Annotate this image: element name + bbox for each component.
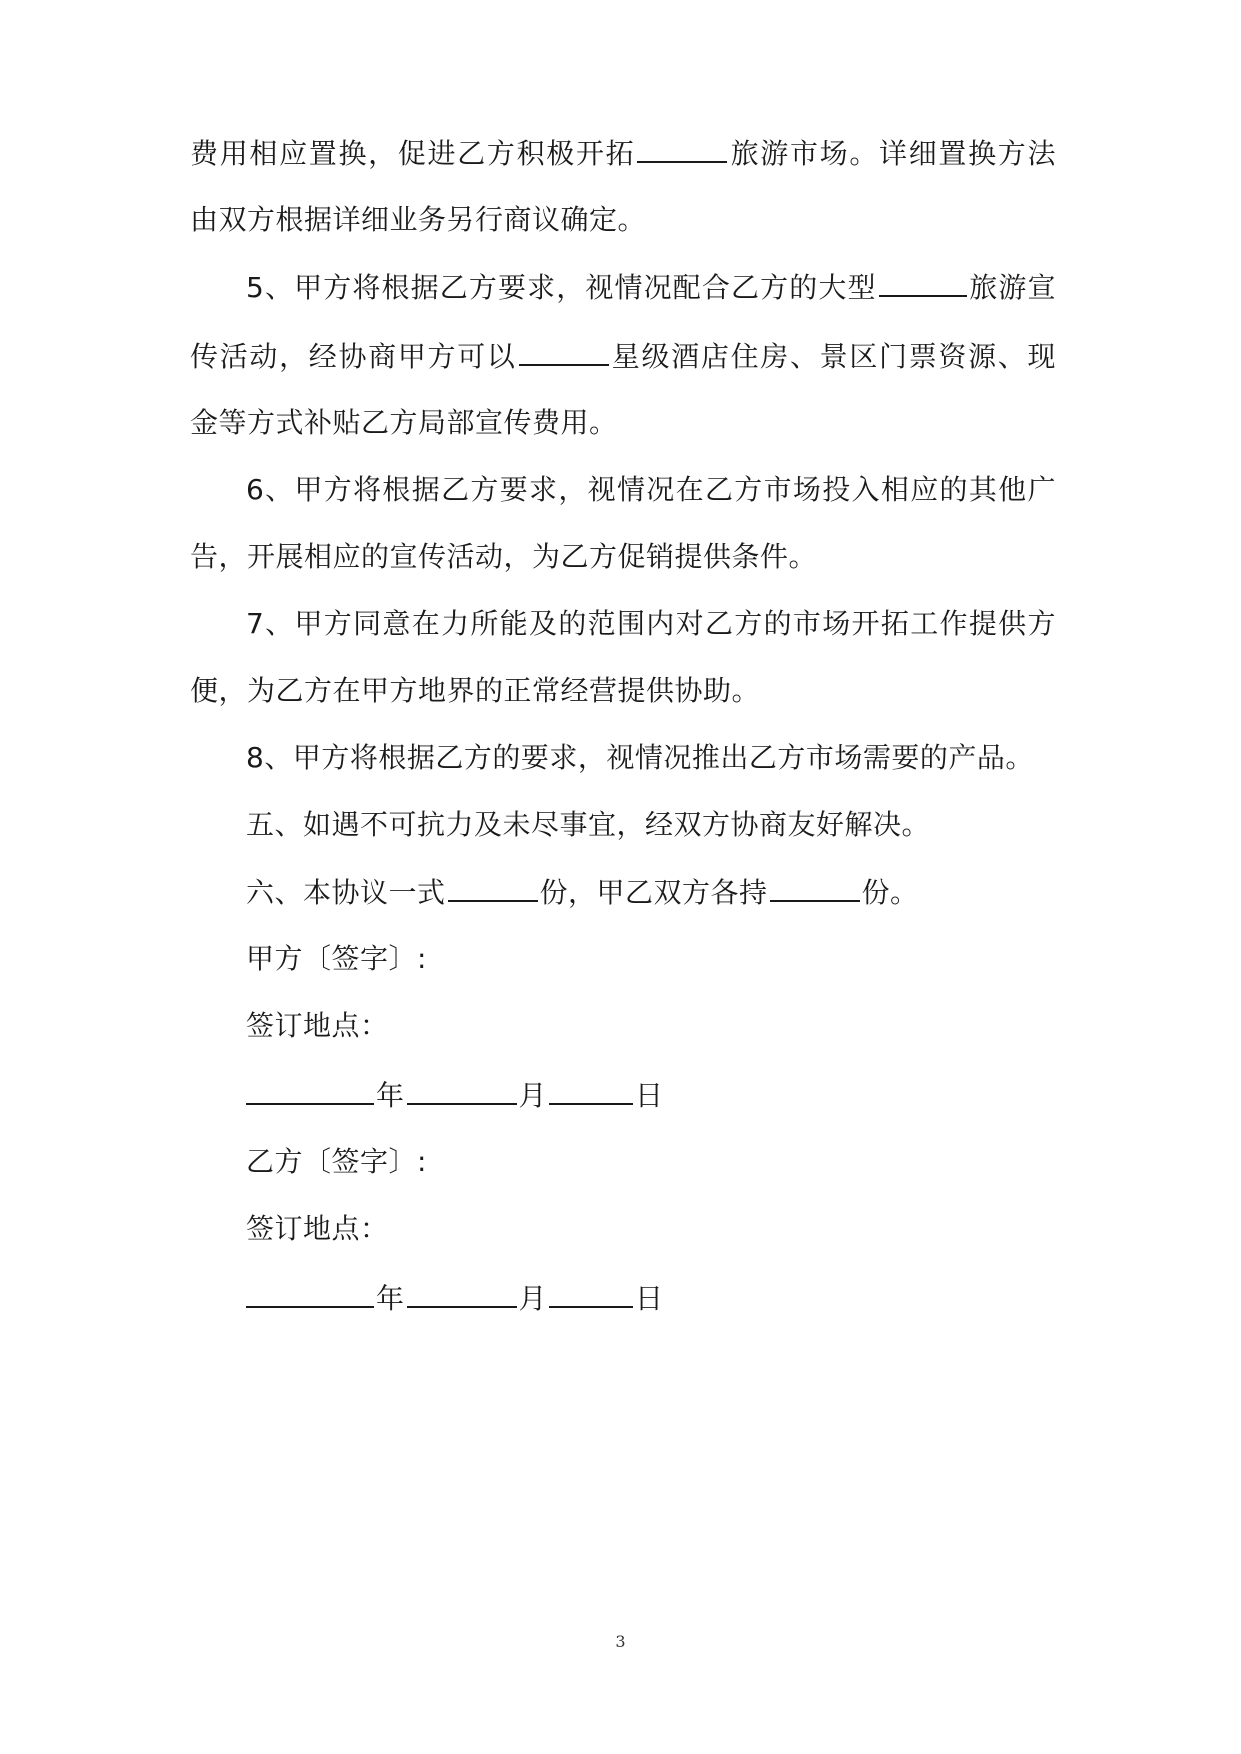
month-label: 月 bbox=[518, 1282, 548, 1315]
paragraph-4-line-2: 由双方根据详细业务另行商议确定。 bbox=[190, 203, 647, 236]
month-label: 月 bbox=[518, 1079, 548, 1112]
paragraph-4-line-1 bbox=[190, 133, 1056, 174]
party-b-date bbox=[246, 1278, 664, 1319]
party-b-signing-place: 签订地点： bbox=[246, 1212, 389, 1245]
text-segment: 星级酒店住房、景区门票资源、现 bbox=[610, 340, 1056, 373]
day-blank bbox=[549, 1075, 633, 1105]
text-segment: 份，甲乙双方各持 bbox=[539, 876, 768, 909]
text-segment: 旅游宣 bbox=[968, 271, 1056, 304]
party-a-date bbox=[246, 1075, 664, 1116]
copies-each-blank bbox=[770, 872, 860, 902]
paragraph-7-line-2: 便，为乙方在甲方地界的正常经营提供协助。 bbox=[190, 674, 761, 707]
paragraph-5-line-3: 金等方式补贴乙方局部宣传费用。 bbox=[190, 406, 618, 439]
text-segment: 5、甲方将根据乙方要求，视情况配合乙方的大型 bbox=[246, 271, 877, 304]
paragraph-7-line-1: 7、甲方同意在力所能及的范围内对乙方的市场开拓工作提供方 bbox=[246, 607, 1056, 640]
text-segment: 六、本协议一式 bbox=[246, 876, 446, 909]
text-segment: 旅游市场。详细置换方法 bbox=[729, 137, 1056, 170]
fill-blank bbox=[879, 267, 967, 297]
paragraph-8-line-1: 8、甲方将根据乙方的要求，视情况推出乙方市场需要的产品。 bbox=[246, 741, 1034, 774]
year-label: 年 bbox=[376, 1079, 405, 1112]
year-blank bbox=[246, 1075, 374, 1105]
paragraph-5-line-2 bbox=[190, 336, 1056, 377]
day-blank bbox=[549, 1278, 633, 1308]
paragraph-6-line-2: 告，开展相应的宣传活动，为乙方促销提供条件。 bbox=[190, 540, 818, 573]
party-a-signature-label: 甲方〔签字〕: bbox=[246, 942, 427, 975]
month-blank bbox=[407, 1278, 517, 1308]
paragraph-6-line-1: 6、甲方将根据乙方要求，视情况在乙方市场投入相应的其他广 bbox=[246, 473, 1056, 506]
day-label: 日 bbox=[635, 1079, 664, 1112]
page-number: 3 bbox=[615, 1632, 626, 1651]
paragraph-5-line-1 bbox=[246, 267, 1056, 308]
day-label: 日 bbox=[635, 1282, 664, 1315]
text-segment: 份。 bbox=[861, 876, 919, 909]
clause-5: 五、如遇不可抗力及未尽事宜，经双方协商友好解决。 bbox=[246, 808, 931, 841]
fill-blank bbox=[637, 133, 727, 163]
copies-total-blank bbox=[448, 872, 538, 902]
year-blank bbox=[246, 1278, 374, 1308]
text-segment: 传活动，经协商甲方可以 bbox=[190, 340, 517, 373]
month-blank bbox=[407, 1075, 517, 1105]
text-segment: 费用相应置换，促进乙方积极开拓 bbox=[190, 137, 636, 170]
year-label: 年 bbox=[376, 1282, 405, 1315]
party-a-signing-place: 签订地点： bbox=[246, 1009, 389, 1042]
clause-6 bbox=[246, 872, 919, 913]
party-b-signature-label: 乙方〔签字〕: bbox=[246, 1145, 427, 1178]
fill-blank bbox=[519, 336, 609, 366]
